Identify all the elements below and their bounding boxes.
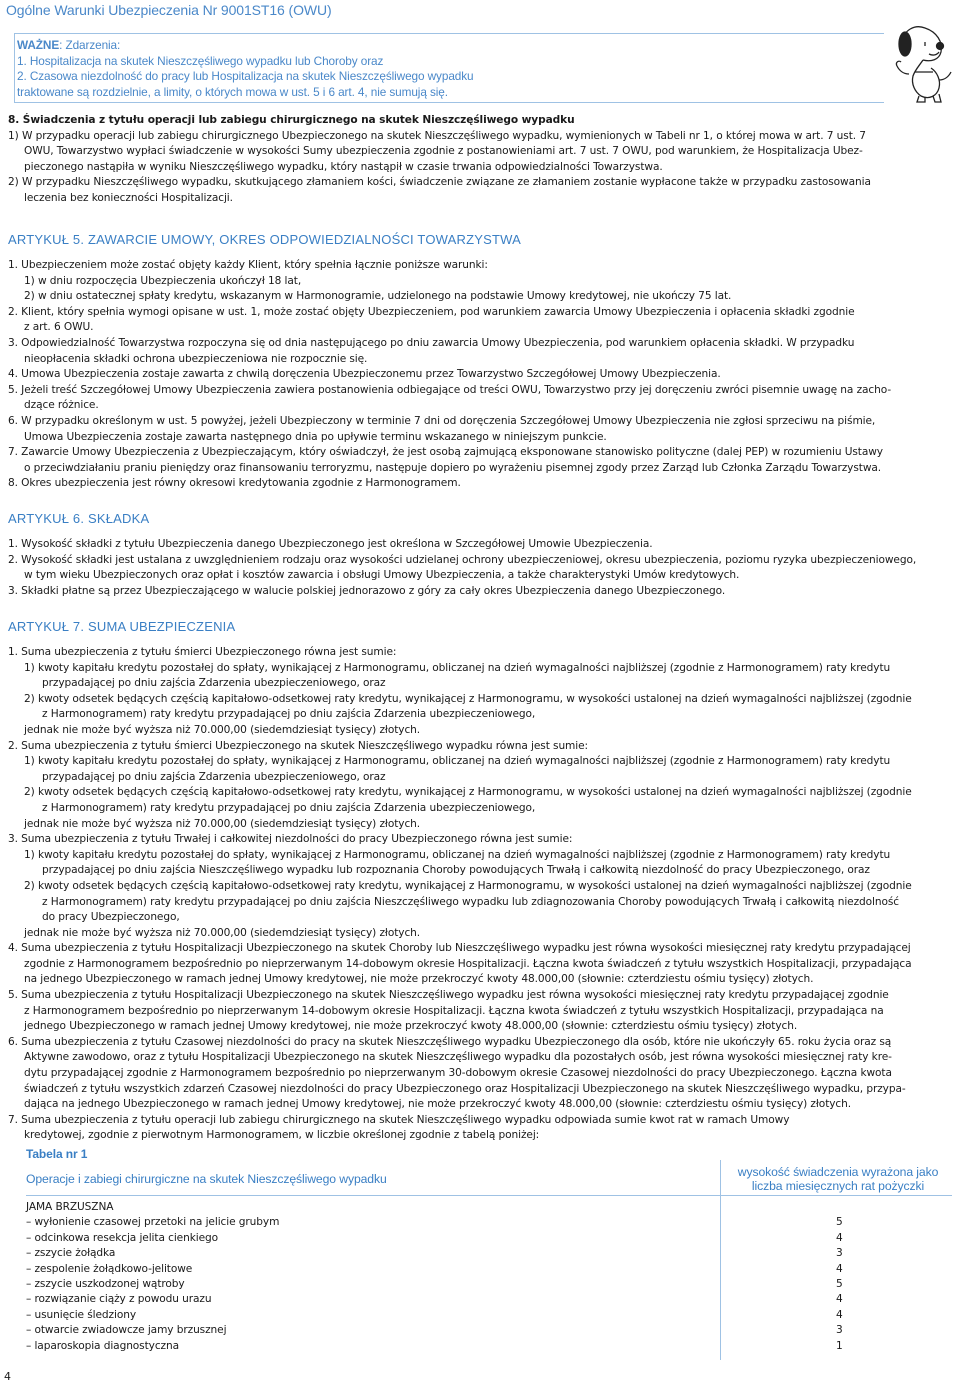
row-value: 3: [836, 1247, 843, 1260]
section-8: [8, 113, 871, 207]
row-name: – zszycie uszkodzonej wątroby: [26, 1277, 185, 1290]
row-value: 4: [836, 1231, 843, 1244]
paragraph-line: 5. Jeżeli treść Szczegółowej Umowy Ubezpieczenia zawiera postanowienia odbiegające od treści OWU, Towarzystwo przy jej doręczeniu zwróci pisemnie uwagę na zacho-: [8, 383, 892, 396]
paragraph-line: nieopłacenia składki ochrona ubezpieczeniowa nie rozpocznie się.: [24, 352, 368, 365]
paragraph-line: Aktywne zawodowo, oraz z tytułu Hospitalizacji Ubezpieczonego na skutek Nieszczęśliwego wypadku dla pozostałych osób, jest równa wysokości miesięcznej raty kre-: [24, 1051, 892, 1064]
notice-line: 2. Czasowa niezdolność do pracy lub Hospitalizacja na skutek Nieszczęśliwego wypadku: [17, 69, 474, 84]
row-value: 4: [836, 1293, 843, 1306]
paragraph-line: na jednego Ubezpieczonego w ramach jednej Umowy kredytowej, nie może przekroczyć kwoty 48.000,00 (słownie: czterdziestu ośmiu tysięcy) złotych.: [24, 973, 814, 986]
paragraph-line: 6. W przypadku określonym w ust. 5 powyżej, jeżeli Ubezpieczony w terminie 7 dni od doręczenia Szczegółowej Umowy Ubezpieczenia nie zgłosi sprzeciwu na piśmie,: [8, 414, 876, 427]
table-title: Tabela nr 1: [26, 1147, 88, 1161]
table-row: [26, 1215, 856, 1230]
table-header-benefit: [724, 1165, 952, 1193]
paragraph-line: z art. 6 OWU.: [24, 321, 94, 334]
paragraph-line: do pracy Ubezpieczonego,: [42, 911, 180, 924]
row-name: – rozwiązanie ciąży z powodu urazu: [26, 1293, 212, 1306]
table-row: [26, 1323, 856, 1338]
paragraph-line: dzące różnice.: [24, 399, 99, 412]
paragraph-line: 3. Składki płatne są przez Ubezpieczającego w walucie polskiej jednorazowo z góry za cały okres Ubezpieczenia danego Ubezpieczonego.: [8, 584, 726, 597]
paragraph-line: przypadającej po dniu zajścia Nieszczęśliwego wypadku lub rozpoznania Choroby powodujących Trwałą i całkowitą niezdolność do pracy Ubezpieczonego, oraz: [42, 864, 870, 877]
paragraph-line: leczenia bez konieczności Hospitalizacji.: [24, 191, 233, 204]
paragraph-line: pieczonego nastąpiła w wyniku Nieszczęśliwego wypadku, który nastąpił w czasie trwania odpowiedzialności Towarzystwa.: [24, 160, 663, 173]
paragraph-line: jednego Ubezpieczonego w ramach jednej Umowy kredytowej, nie może przekroczyć kwoty 48.000,00 (słownie: czterdziestu ośmiu tysięcy) złotych.: [24, 1020, 798, 1033]
paragraph-line: z Harmonogramem) raty kredytu przypadającej po dniu zajścia Zdarzenia ubezpieczeniowego,: [42, 708, 536, 721]
row-value: 1: [836, 1339, 843, 1352]
page-number: 4: [4, 1370, 11, 1383]
row-name: – otwarcie zwiadowcze jamy brzusznej: [26, 1324, 227, 1337]
paragraph-line: 2. Suma ubezpieczenia z tytułu śmierci Ubezpieczonego na skutek Nieszczęśliwego wypadku równa jest sumie:: [8, 739, 589, 752]
paragraph-line: 6. Suma ubezpieczenia z tytułu Czasowej niezdolności do pracy na skutek Nieszczęśliwego wypadku Ubezpieczonego dla osób, które nie ukończyły 65. roku życia oraz są: [8, 1035, 892, 1048]
paragraph-line: 4. Umowa Ubezpieczenia zostaje zawarta z chwilą doręczenia Ubezpieczonemu przez Towarzystwo Szczegółowej Umowy Ubezpieczenia.: [8, 368, 721, 381]
paragraph-line: Umowa Ubezpieczenia zostaje zawarta następnego dnia po upływie terminu wskazanego w niniejszym punkcie.: [24, 430, 607, 443]
article-6-heading: ARTYKUŁ 6. SKŁADKA: [8, 511, 150, 526]
paragraph-line: 1) kwoty kapitału kredytu pozostałej do spłaty, wynikającej z Harmonogramu, obliczanej na dzień wymagalności najbliższej (zgodnie z Harmonogramem) raty kredytu: [24, 755, 891, 768]
notice-line: traktowane są rozdzielnie, a limity, o których mowa w ust. 5 i 6 art. 4, nie sumują się.: [17, 84, 448, 99]
paragraph-line: 2) kwoty odsetek będących częścią kapitałowo-odsetkowej raty kredytu, wynikającej z Harmonogramu, w wysokości ustalonej na dzień wymagalności najbliższej (zgodnie: [24, 786, 912, 799]
section-8-heading: 8. Świadczenia z tytułu operacji lub zabiegu chirurgicznego na skutek Nieszczęśliwego wypadku: [8, 114, 575, 126]
paragraph-line: w tym wieku Ubezpieczonych oraz opłat i kosztów zawarcia i obsługi Umowy Ubezpieczenia, a także charakterystyki Umów kredytowych.: [24, 569, 740, 582]
paragraph-line: zgodnie z Harmonogramem bezpośrednio po nieprzerwanym 14-dobowym okresie Hospitalizacji. Łączna kwota świadczeń z tytułu wszystkich Hospitalizacji, przypadająca: [24, 957, 912, 970]
paragraph-line: 1. Suma ubezpieczenia z tytułu śmierci Ubezpieczonego równa jest sumie:: [8, 646, 397, 658]
article-7-body: [8, 645, 912, 1144]
row-value: 3: [836, 1324, 843, 1337]
article-5-heading: ARTYKUŁ 5. ZAWARCIE UMOWY, OKRES ODPOWIEDZIALNOŚCI TOWARZYSTWA: [8, 232, 521, 247]
snoopy-illustration-icon: [885, 22, 955, 104]
table-group-label: JAMA BRZUSZNA: [26, 1201, 114, 1213]
row-value: 4: [836, 1262, 843, 1275]
table-row: [26, 1308, 856, 1323]
paragraph-line: 5. Suma ubezpieczenia z tytułu Hospitalizacji Ubezpieczonego na skutek Nieszczęśliwego wypadku jest równa wysokości miesięcznej raty kredytu przypadającej zgodnie: [8, 989, 889, 1002]
table-row: [26, 1292, 856, 1307]
paragraph-line: jednak nie może być wyższa niż 70.000,00 (siedemdziesiąt tysięcy) złotych.: [24, 723, 421, 736]
paragraph-line: 1. Wysokość składki z tytułu Ubezpieczenia danego Ubezpieczonego jest określona w Szczegółowej Umowie Ubezpieczenia.: [8, 538, 653, 550]
row-name: – wyłonienie czasowej przetoki na jelicie grubym: [26, 1216, 280, 1229]
article-5-body: [8, 258, 891, 492]
paragraph-line: OWU, Towarzystwo wypłaci świadczenie w wysokości Sumy ubezpieczenia zgodnie z postanowieniami art. 7 ust. 7 OWU, pod warunkiem, że Hospitalizacja Ubez-: [24, 145, 863, 158]
row-value: 5: [836, 1277, 843, 1290]
notice-line: 1. Hospitalizacja na skutek Nieszczęśliwego wypadku lub Choroby oraz: [17, 53, 384, 68]
row-name: – zespolenie żołądkowo-jelitowe: [26, 1262, 193, 1275]
paragraph-line: dytu przypadającej zgodnie z Harmonogramem bezpośrednio po nieprzerwanym 30-dobowym okresie Czasowej niezdolności do pracy Ubezpieczonego. Łączna kwota: [24, 1067, 892, 1080]
paragraph-line: z Harmonogramem) raty kredytu przypadającej po dniu zajścia Zdarzenia ubezpieczeniowego,: [42, 801, 536, 814]
paragraph-line: 1) W przypadku operacji lub zabiegu chirurgicznego Ubezpieczonego na skutek Nieszczęśliwego wypadku, wymienionych w Tabeli nr 1, o której mowa w art. 7 ust. 7: [8, 129, 866, 142]
paragraph-line: 1) w dniu rozpoczęcia Ubezpieczenia ukończył 18 lat,: [24, 274, 302, 287]
table-header-operations: Operacje i zabiegi chirurgiczne na skutek Nieszczęśliwego wypadku: [26, 1172, 387, 1186]
paragraph-line: dająca na jednego Ubezpieczonego w ramach jednej Umowy kredytowej, nie może przekroczyć kwoty 48.000,00 (słownie: czterdziestu ośmiu tysięcy) złotych.: [24, 1098, 852, 1111]
table-row: [26, 1339, 856, 1354]
row-name: – zszycie żołądka: [26, 1247, 116, 1260]
paragraph-line: 1. Ubezpieczeniem może zostać objęty każdy Klient, który spełnia łącznie poniższe warunki:: [8, 259, 488, 271]
important-notice-box: [14, 33, 884, 103]
table-row: [26, 1246, 856, 1261]
paragraph-line: 3. Suma ubezpieczenia z tytułu Trwałej i całkowitej niezdolności do pracy Ubezpieczonego równa jest sumie:: [8, 833, 573, 846]
paragraph-line: 2. Wysokość składki jest ustalana z uwzględnieniem rodzaju oraz wysokości udzielanej ochrony ubezpieczeniowej, okresu ubezpieczenia, poziomu ryzyka ubezpieczeniowego,: [8, 553, 917, 566]
paragraph-line: 2) W przypadku Nieszczęśliwego wypadku, skutkującego złamaniem kości, świadczenie związane ze złamaniem zostanie wypłacone także w przypadku zastosowania: [8, 176, 871, 189]
table-row: [26, 1262, 856, 1277]
row-name: – odcinkowa resekcja jelita cienkiego: [26, 1231, 219, 1244]
notice-label: WAŻNE: [17, 38, 60, 52]
paragraph-line: 2) kwoty odsetek będących częścią kapitałowo-odsetkowej raty kredytu, wynikającej z Harmonogramu, w wysokości ustalonej na dzień wymagalności najbliższej (zgodnie: [24, 692, 912, 705]
row-name: – laparoskopia diagnostyczna: [26, 1339, 180, 1352]
table-body: [26, 1200, 856, 1354]
paragraph-line: 1) kwoty kapitału kredytu pozostałej do spłaty, wynikającej z Harmonogramu, obliczanej na dzień wymagalności najbliższej (zgodnie z Harmonogramem) raty kredytu: [24, 848, 891, 861]
table-row: [26, 1277, 856, 1292]
paragraph-line: o przeciwdziałaniu praniu pieniędzy oraz finansowaniu terroryzmu, następuje dopiero po wyrażeniu pisemnej zgody przez Zarząd lub Członka Zarządu Towarzystwa.: [24, 461, 882, 474]
paragraph-line: z Harmonogramem) raty kredytu przypadającej po dniu zajścia Nieszczęśliwego wypadku lub zdiagnozowania Choroby powodujących Trwałą i całkowitą niezdolność: [42, 895, 900, 908]
paragraph-line: 3. Odpowiedzialność Towarzystwa rozpoczyna się od dnia następującego po dniu zawarcia Umowy Ubezpieczenia, pod warunkiem opłacenia składki. W przypadku: [8, 336, 855, 349]
paragraph-line: 2. Klient, który spełnia wymogi opisane w ust. 1, może zostać objęty Ubezpieczeniem, pod warunkiem zawarcia Umowy Ubezpieczenia i opłacenia składki zgodnie: [8, 305, 855, 318]
article-6-body: [8, 537, 916, 599]
paragraph-line: przypadającej po dniu zajścia Zdarzenia ubezpieczeniowego, oraz: [42, 677, 386, 690]
paragraph-line: jednak nie może być wyższa niż 70.000,00 (siedemdziesiąt tysięcy) złotych.: [24, 926, 421, 939]
row-value: 5: [836, 1216, 843, 1229]
paragraph-line: 7. Zawarcie Umowy Ubezpieczenia z Ubezpieczającym, który oświadczył, że jest osobą zajmującą eksponowane stanowisko polityczne (dalej PEP) w rozumieniu Ustawy: [8, 446, 883, 459]
paragraph-line: 2) w dniu ostatecznej spłaty kredytu, wskazanym w Harmonogramie, udzielonego na podstawie Umowy kredytowej, nie ukończy 75 lat.: [24, 290, 732, 303]
table-header-benefit-line: wysokość świadczenia wyrażona jako: [737, 1165, 939, 1179]
row-name: – usunięcie śledziony: [26, 1308, 137, 1321]
notice-intro: [15, 38, 884, 54]
table-header-benefit-line: liczba miesięcznych rat pożyczki: [751, 1179, 925, 1193]
paragraph-line: 7. Suma ubezpieczenia z tytułu operacji lub zabiegu chirurgicznego na skutek Nieszczęśliwego wypadku odpowiada sumie kwot rat w ramach Umowy: [8, 1113, 790, 1126]
table-row: [26, 1231, 856, 1246]
paragraph-line: kredytowej, zgodnie z pierwotnym Harmonogramem, w liczbie określonej zgodnie z tabelą poniżej:: [24, 1129, 540, 1142]
table-header-divider: [26, 1195, 952, 1196]
paragraph-line: 2) kwoty odsetek będących częścią kapitałowo-odsetkowej raty kredytu, wynikającej z Harmonogramu, w wysokości ustalonej na dzień wymagalności najbliższej (zgodnie: [24, 879, 912, 892]
paragraph-line: z Harmonogramem bezpośrednio po nieprzerwanym 14-dobowym okresie Hospitalizacji. Łączna kwota świadczeń z tytułu wszystkich Hospitalizacji, przypadająca na: [24, 1004, 884, 1017]
paragraph-line: 8. Okres ubezpieczenia jest równy okresowi kredytowania zgodnie z Harmonogramem.: [8, 477, 461, 490]
row-value: 4: [836, 1308, 843, 1321]
paragraph-line: świadczeń z tytułu wszystkich zdarzeń Czasowej niezdolności do pracy Ubezpieczonego oraz Hospitalizacji Ubezpieczonego na skutek Nieszczęśliwego wypadku, przypa-: [24, 1082, 906, 1095]
paragraph-line: 4. Suma ubezpieczenia z tytułu Hospitalizacji Ubezpieczonego na skutek Choroby lub Nieszczęśliwego wypadku jest równa wysokości miesięcznej raty kredytu przypadającej: [8, 942, 911, 955]
paragraph-line: jednak nie może być wyższa niż 70.000,00 (siedemdziesiąt tysięcy) złotych.: [24, 817, 421, 830]
notice-intro-text: : Zdarzenia:: [59, 38, 121, 52]
paragraph-line: przypadającej po dniu zajścia Zdarzenia ubezpieczeniowego, oraz: [42, 770, 386, 783]
article-7-heading: ARTYKUŁ 7. SUMA UBEZPIECZENIA: [8, 619, 236, 634]
document-title: Ogólne Warunki Ubezpieczenia Nr 9001ST16 (OWU): [6, 2, 332, 18]
paragraph-line: 1) kwoty kapitału kredytu pozostałej do spłaty, wynikającej z Harmonogramu, obliczanej na dzień wymagalności najbliższej (zgodnie z Harmonogramem) raty kredytu: [24, 661, 891, 674]
